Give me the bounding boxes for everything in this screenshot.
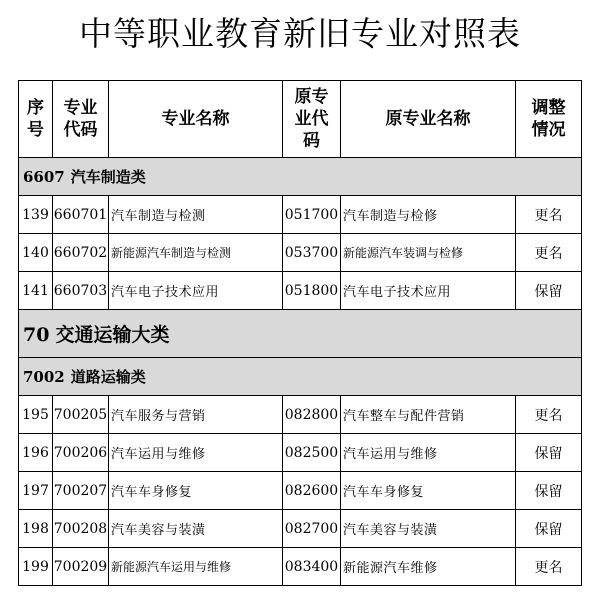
table-row — [19, 548, 582, 586]
header-code: 专业代码 — [53, 81, 109, 158]
category-name: 道路运输类 — [70, 368, 146, 386]
cell-name: 汽车运用与维修 — [109, 434, 283, 472]
cell-orig-code: 082500 — [283, 434, 341, 472]
category-name: 交通运输大类 — [55, 324, 170, 346]
category-70 — [19, 310, 582, 358]
cell-seq: 139 — [19, 196, 53, 234]
major-category-row — [19, 310, 582, 358]
cell-adjust: 更名 — [516, 548, 582, 586]
cell-adjust: 更名 — [516, 234, 582, 272]
table-row — [19, 196, 582, 234]
table-row — [19, 396, 582, 434]
cell-seq: 195 — [19, 396, 53, 434]
cell-orig-name: 汽车制造与检修 — [341, 196, 516, 234]
cell-name: 汽车服务与营销 — [109, 396, 283, 434]
table-row — [19, 234, 582, 272]
category-name: 汽车制造类 — [70, 168, 146, 186]
page-title: 中等职业教育新旧专业对照表 — [79, 14, 521, 53]
cell-adjust: 更名 — [516, 196, 582, 234]
cell-seq: 198 — [19, 510, 53, 548]
cell-name: 汽车制造与检测 — [109, 196, 283, 234]
cell-seq: 140 — [19, 234, 53, 272]
cell-orig-code: 082700 — [283, 510, 341, 548]
cell-code: 700209 — [53, 548, 109, 586]
cell-orig-code: 053700 — [283, 234, 341, 272]
table-row — [19, 510, 582, 548]
cell-seq: 196 — [19, 434, 53, 472]
cell-adjust: 保留 — [516, 510, 582, 548]
cell-code: 700205 — [53, 396, 109, 434]
header-name: 专业名称 — [109, 81, 283, 158]
cell-name: 汽车电子技术应用 — [109, 272, 283, 310]
cell-orig-name: 新能源汽车维修 — [341, 548, 516, 586]
table-header-row — [19, 81, 582, 158]
cell-code: 660703 — [53, 272, 109, 310]
category-row — [19, 358, 582, 396]
cell-orig-name: 新能源汽车装调与检修 — [341, 234, 516, 272]
category-code: 6607 — [23, 168, 65, 186]
cell-orig-code: 051700 — [283, 196, 341, 234]
cell-code: 700207 — [53, 472, 109, 510]
category-7002 — [19, 358, 582, 396]
cell-orig-code: 083400 — [283, 548, 341, 586]
header-adjust: 调整情况 — [516, 81, 582, 158]
cell-orig-name: 汽车电子技术应用 — [341, 272, 516, 310]
header-orig-name: 原专业名称 — [341, 81, 516, 158]
cell-name: 新能源汽车运用与维修 — [109, 548, 283, 586]
cell-code: 660701 — [53, 196, 109, 234]
category-code: 7002 — [23, 368, 65, 386]
cell-adjust: 保留 — [516, 434, 582, 472]
cell-adjust: 更名 — [516, 396, 582, 434]
cell-adjust: 保留 — [516, 272, 582, 310]
table-row — [19, 434, 582, 472]
cell-orig-name: 汽车整车与配件营销 — [341, 396, 516, 434]
cell-orig-code: 082600 — [283, 472, 341, 510]
cell-orig-code: 051800 — [283, 272, 341, 310]
cell-name: 新能源汽车制造与检测 — [109, 234, 283, 272]
cell-code: 700206 — [53, 434, 109, 472]
header-seq: 序号 — [19, 81, 53, 158]
cell-orig-name: 汽车车身修复 — [341, 472, 516, 510]
table-row — [19, 272, 582, 310]
cell-seq: 141 — [19, 272, 53, 310]
cell-orig-name: 汽车美容与装潢 — [341, 510, 516, 548]
cell-adjust: 保留 — [516, 472, 582, 510]
comparison-table — [18, 80, 582, 586]
header-orig-code: 原专业代码 — [283, 81, 341, 158]
cell-seq: 197 — [19, 472, 53, 510]
cell-name: 汽车美容与装潢 — [109, 510, 283, 548]
cell-name: 汽车车身修复 — [109, 472, 283, 510]
cell-orig-name: 汽车运用与维修 — [341, 434, 516, 472]
category-row — [19, 158, 582, 196]
cell-orig-code: 082800 — [283, 396, 341, 434]
category-6607 — [19, 158, 582, 196]
cell-code: 660702 — [53, 234, 109, 272]
category-code: 70 — [23, 324, 50, 346]
table-row — [19, 472, 582, 510]
cell-seq: 199 — [19, 548, 53, 586]
cell-code: 700208 — [53, 510, 109, 548]
